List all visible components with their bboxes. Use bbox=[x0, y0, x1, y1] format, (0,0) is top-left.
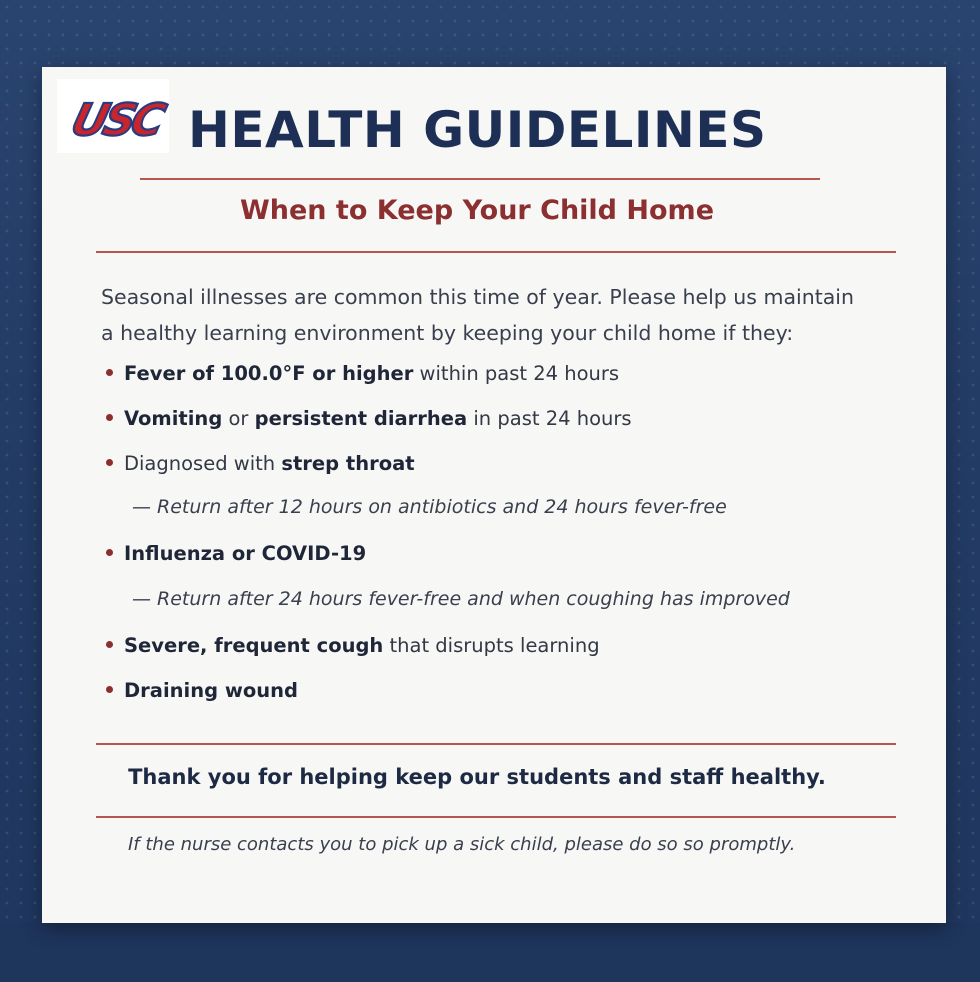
bullet-icon bbox=[106, 414, 113, 421]
bullet-icon bbox=[106, 369, 113, 376]
item-bold: Fever of 100.0°F or higher bbox=[124, 362, 414, 385]
item-bold: Draining wound bbox=[124, 679, 298, 702]
page-subtitle: When to Keep Your Child Home bbox=[239, 195, 715, 226]
title-divider bbox=[140, 178, 820, 180]
item-bold: Vomiting bbox=[124, 407, 223, 430]
list-item-wound bbox=[106, 679, 298, 702]
page-title: HEALTH GUIDELINES bbox=[188, 101, 767, 159]
intro-line-2: a healthy learning environment by keeping your child home if they: bbox=[101, 321, 794, 345]
item-bold-2: persistent diarrhea bbox=[254, 407, 468, 430]
subtitle-divider bbox=[96, 251, 896, 253]
intro-paragraph bbox=[101, 279, 891, 351]
bullet-icon bbox=[106, 549, 113, 556]
nurse-note: If the nurse contacts you to pick up a sick child, please do so so promptly. bbox=[128, 834, 796, 855]
bullet-icon bbox=[106, 459, 113, 466]
intro-line-1: Seasonal illnesses are common this time of year. Please help us maintain bbox=[101, 285, 854, 309]
page-bottom-band bbox=[0, 922, 980, 982]
svg-text:USC: USC bbox=[66, 94, 167, 146]
list-note-strep: — Return after 12 hours on antibiotics and 24 hours fever-free bbox=[132, 496, 727, 518]
item-bold: Influenza or COVID-19 bbox=[124, 542, 367, 565]
item-text: Diagnosed with bbox=[124, 452, 282, 475]
item-text: that disrupts learning bbox=[383, 634, 600, 657]
footer-divider-bottom bbox=[96, 816, 896, 818]
list-note-influenza: — Return after 24 hours fever-free and when coughing has improved bbox=[132, 588, 790, 610]
footer-divider-top bbox=[96, 743, 896, 745]
list-item-vomiting bbox=[106, 407, 632, 430]
item-text: or bbox=[222, 407, 255, 430]
item-bold: strep throat bbox=[281, 452, 415, 475]
list-item-influenza bbox=[106, 542, 366, 565]
list-item-strep bbox=[106, 452, 415, 475]
usc-logo bbox=[57, 79, 169, 153]
item-bold: Severe, frequent cough bbox=[124, 634, 384, 657]
item-text: within past 24 hours bbox=[413, 362, 620, 385]
bullet-icon bbox=[106, 686, 113, 693]
guidelines-card bbox=[42, 67, 946, 923]
thank-you-message: Thank you for helping keep our students and staff healthy. bbox=[128, 765, 826, 789]
usc-logo-icon bbox=[57, 79, 169, 153]
item-text-2: in past 24 hours bbox=[467, 407, 632, 430]
bullet-icon bbox=[106, 641, 113, 648]
list-item-cough bbox=[106, 634, 600, 657]
list-item-fever bbox=[106, 362, 619, 385]
